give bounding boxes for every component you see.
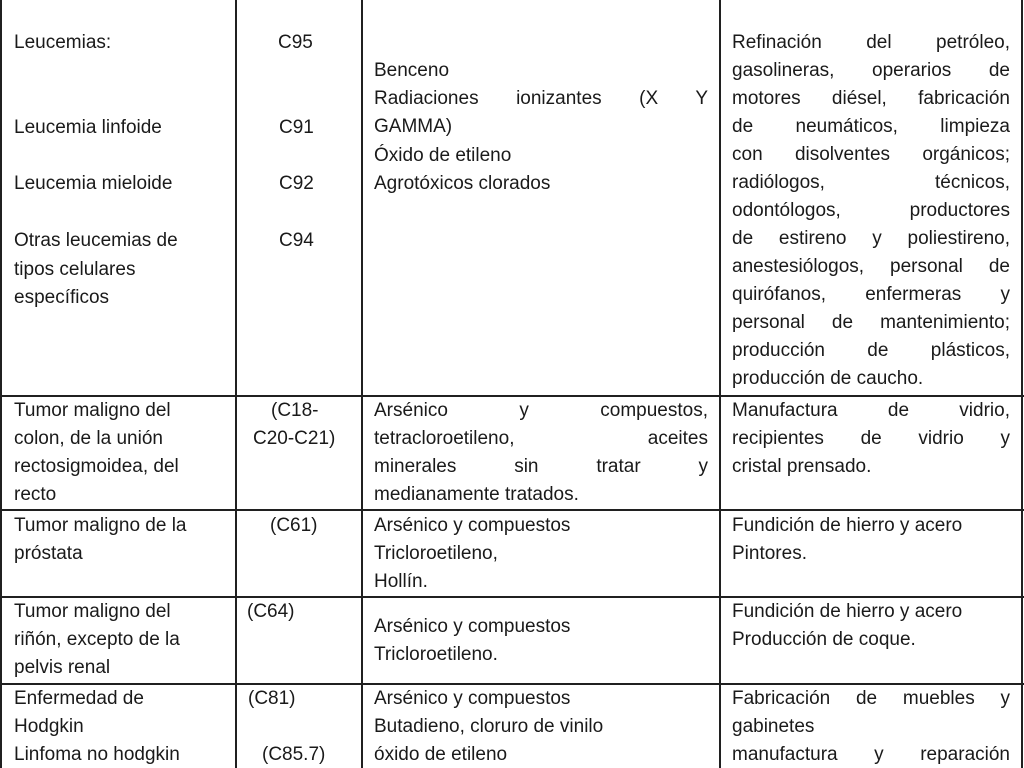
table-cell-enfermedad: Tumor maligno del bbox=[14, 601, 171, 622]
table-cell-enfermedad: Tumor maligno del bbox=[14, 400, 171, 421]
table-cell-agente: Arsénico y compuestos bbox=[374, 515, 571, 536]
table-cell-enfermedad: Tumor maligno de la bbox=[14, 515, 187, 536]
table-cell-codigo: (C81) bbox=[248, 688, 296, 709]
table-cell-enfermedad: recto bbox=[14, 484, 57, 505]
table-cell-agente: Arsénico y compuestos bbox=[374, 688, 571, 709]
table-cell-codigo: C91 bbox=[279, 117, 314, 138]
table-cell-enfermedad: Leucemia linfoide bbox=[14, 117, 162, 138]
table-cell-ocupacion: gasolineras, operarios de bbox=[732, 60, 1010, 81]
table-cell-ocupacion: Fundición de hierro y acero bbox=[732, 515, 963, 536]
table-cell-ocupacion: odontólogos, productores bbox=[732, 200, 1010, 221]
table-cell-enfermedad: próstata bbox=[14, 543, 83, 564]
table-cell-ocupacion: motores diésel, fabricación bbox=[732, 88, 1010, 109]
table-cell-ocupacion: quirófanos, enfermeras y bbox=[732, 284, 1010, 305]
table-cell-ocupacion: Pintores. bbox=[732, 543, 807, 564]
table-cell-codigo: (C64) bbox=[247, 601, 295, 622]
table-cell-enfermedad: tipos celulares bbox=[14, 259, 136, 280]
table-cell-agente: Tricloroetileno. bbox=[374, 644, 498, 665]
table-cell-ocupacion: recipientes de vidrio y bbox=[732, 428, 1010, 449]
table-cell-agente: óxido de etileno bbox=[374, 744, 508, 765]
table-cell-agente: GAMMA) bbox=[374, 116, 453, 137]
table-cell-agente: Radiaciones ionizantes (X Y bbox=[374, 88, 708, 109]
table-cell-ocupacion: cristal prensado. bbox=[732, 456, 872, 477]
table-cell-codigo: C20-C21) bbox=[253, 428, 336, 449]
table-cell-ocupacion: Refinación del petróleo, bbox=[732, 32, 1010, 53]
table-cell-agente: medianamente tratados. bbox=[374, 484, 579, 505]
table-cell-codigo: (C85.7) bbox=[262, 744, 326, 765]
table-cell-agente: Tricloroetileno, bbox=[374, 543, 498, 564]
table-cell-codigo: C95 bbox=[278, 32, 313, 53]
table-cell-ocupacion: Producción de coque. bbox=[732, 629, 916, 650]
table-cell-enfermedad: Hodgkin bbox=[14, 716, 84, 737]
table-cell-codigo: (C18- bbox=[271, 400, 319, 421]
table-cell-enfermedad: Linfoma no hodgkin bbox=[14, 744, 180, 765]
table-cell-ocupacion: Manufactura de vidrio, bbox=[732, 400, 1010, 421]
table-cell-agente: Óxido de etileno bbox=[374, 145, 512, 166]
table-cell-codigo: C92 bbox=[279, 173, 314, 194]
table-cell-ocupacion: manufactura y reparación bbox=[732, 744, 1010, 765]
table-cell-agente: Arsénico y compuestos, bbox=[374, 400, 708, 421]
table-cell-ocupacion: anestesiólogos, personal de bbox=[732, 256, 1010, 277]
table-cell-ocupacion: con disolventes orgánicos; bbox=[732, 144, 1010, 165]
table-cell-agente: Hollín. bbox=[374, 571, 428, 592]
table-cell-codigo: (C61) bbox=[270, 515, 318, 536]
table-cell-ocupacion: producción de plásticos, bbox=[732, 340, 1010, 361]
table-cell-enfermedad: específicos bbox=[14, 287, 110, 308]
table-cell-enfermedad: riñón, excepto de la bbox=[14, 629, 180, 650]
table-cell-ocupacion: de neumáticos, limpieza bbox=[732, 116, 1010, 137]
table-cell-ocupacion: personal de mantenimiento; bbox=[732, 312, 1010, 333]
table-cell-ocupacion: de estireno y poliestireno, bbox=[732, 228, 1010, 249]
table-cell-enfermedad: rectosigmoidea, del bbox=[14, 456, 179, 477]
table-cell-agente: tetracloroetileno, aceites bbox=[374, 428, 708, 449]
table-cell-agente: minerales sin tratar y bbox=[374, 456, 708, 477]
table-cell-agente: Arsénico y compuestos bbox=[374, 616, 571, 637]
table-cell-enfermedad: Leucemia mieloide bbox=[14, 173, 173, 194]
table-cell-ocupacion: producción de caucho. bbox=[732, 368, 924, 389]
table-cell-enfermedad: colon, de la unión bbox=[14, 428, 163, 449]
table-cell-enfermedad: Leucemias: bbox=[14, 32, 112, 53]
table-cell-ocupacion: Fundición de hierro y acero bbox=[732, 601, 963, 622]
table-cell-ocupacion: radiólogos, técnicos, bbox=[732, 172, 1010, 193]
table-cell-ocupacion: gabinetes bbox=[732, 716, 815, 737]
table-cell-agente: Benceno bbox=[374, 60, 450, 81]
table-cell-ocupacion: Fabricación de muebles y bbox=[732, 688, 1010, 709]
table-cell-enfermedad: Otras leucemias de bbox=[14, 230, 178, 251]
table-cell-agente: Butadieno, cloruro de vinilo bbox=[374, 716, 604, 737]
table-cell-codigo: C94 bbox=[279, 230, 314, 251]
table-cell-enfermedad: pelvis renal bbox=[14, 657, 111, 678]
table-cell-enfermedad: Enfermedad de bbox=[14, 688, 144, 709]
table-cell-agente: Agrotóxicos clorados bbox=[374, 173, 551, 194]
